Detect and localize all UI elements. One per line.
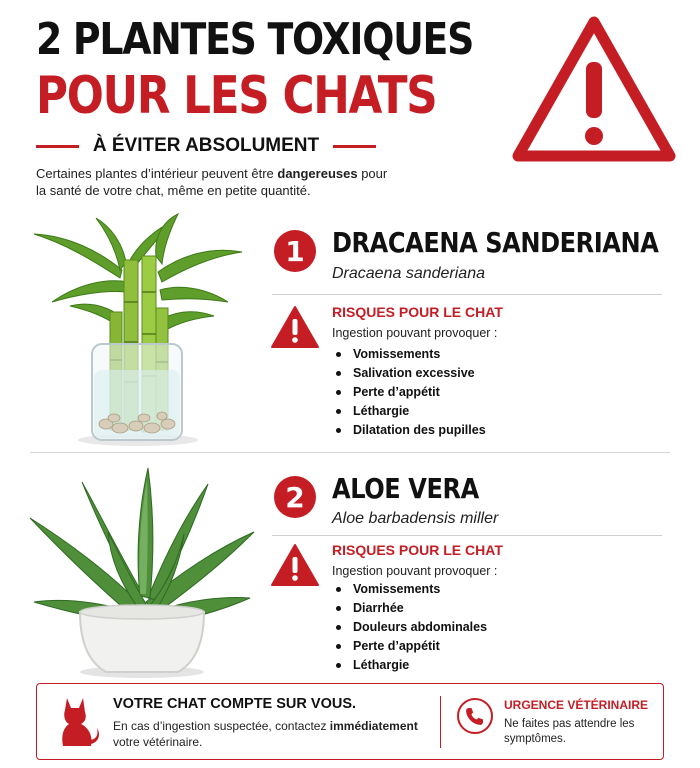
warning-icon [270, 305, 320, 349]
subtitle-row [36, 135, 376, 157]
subtitle-line-right [333, 145, 376, 148]
warning-triangle-icon [510, 14, 678, 166]
plant-name-2: ALOE VERA [332, 472, 479, 505]
list-item: Salivation excessive [336, 364, 486, 383]
phone-icon [457, 698, 493, 734]
urgency-title: URGENCE VÉTÉRINAIRE [504, 698, 649, 712]
risk-title-2: RISQUES POUR LE CHAT [332, 542, 503, 558]
dracaena-plant-image [30, 212, 250, 448]
subtitle: À ÉVITER ABSOLUMENT [92, 135, 320, 156]
list-item: Léthargie [336, 656, 487, 675]
list-item: Perte d’appétit [336, 637, 487, 656]
cat-silhouette-icon [57, 694, 101, 750]
list-item: Dilatation des pupilles [336, 421, 486, 440]
plant-divider-2 [272, 535, 662, 536]
symptom-list-1 [336, 345, 486, 440]
plant-latin-1: Dracaena sanderiana [332, 265, 485, 282]
plant-divider-1 [272, 294, 662, 295]
plant-latin-2: Aloe barbadensis miller [332, 510, 499, 527]
aloe-vera-plant-image [28, 462, 258, 680]
plant-number-2: 2 [274, 476, 316, 518]
plant-name-1: DRACAENA SANDERIANA [332, 226, 659, 259]
warning-icon [270, 543, 320, 587]
list-item: Diarrhée [336, 599, 487, 618]
page-title-line2: POUR LES CHATS [36, 66, 437, 126]
list-item: Perte d’appétit [336, 383, 486, 402]
section-divider [30, 452, 670, 453]
ingestion-text-1: Ingestion pouvant provoquer : [332, 326, 498, 340]
footer-divider [440, 696, 441, 748]
footer-text: En cas d’ingestion suspectée, contactez immédiatement votre vétérinaire. [113, 719, 418, 749]
page-title-line1: 2 PLANTES TOXIQUES [36, 14, 474, 65]
subtitle-line-left [36, 145, 79, 148]
list-item: Douleurs abdominales [336, 618, 487, 637]
ingestion-text-2: Ingestion pouvant provoquer : [332, 564, 498, 578]
symptom-list-2 [336, 580, 487, 675]
list-item: Vomissements [336, 580, 487, 599]
footer-callout [36, 683, 664, 760]
list-item: Vomissements [336, 345, 486, 364]
list-item: Léthargie [336, 402, 486, 421]
footer-title: VOTRE CHAT COMPTE SUR VOUS. [113, 696, 357, 712]
risk-title-1: RISQUES POUR LE CHAT [332, 304, 503, 320]
plant-number-1: 1 [274, 230, 316, 272]
intro-text: Certaines plantes d’intérieur peuvent être dangereuses pour la santé de votre chat, même en petite quantité. [36, 166, 388, 198]
urgency-text: Ne faites pas attendre les symptômes. [504, 718, 635, 745]
